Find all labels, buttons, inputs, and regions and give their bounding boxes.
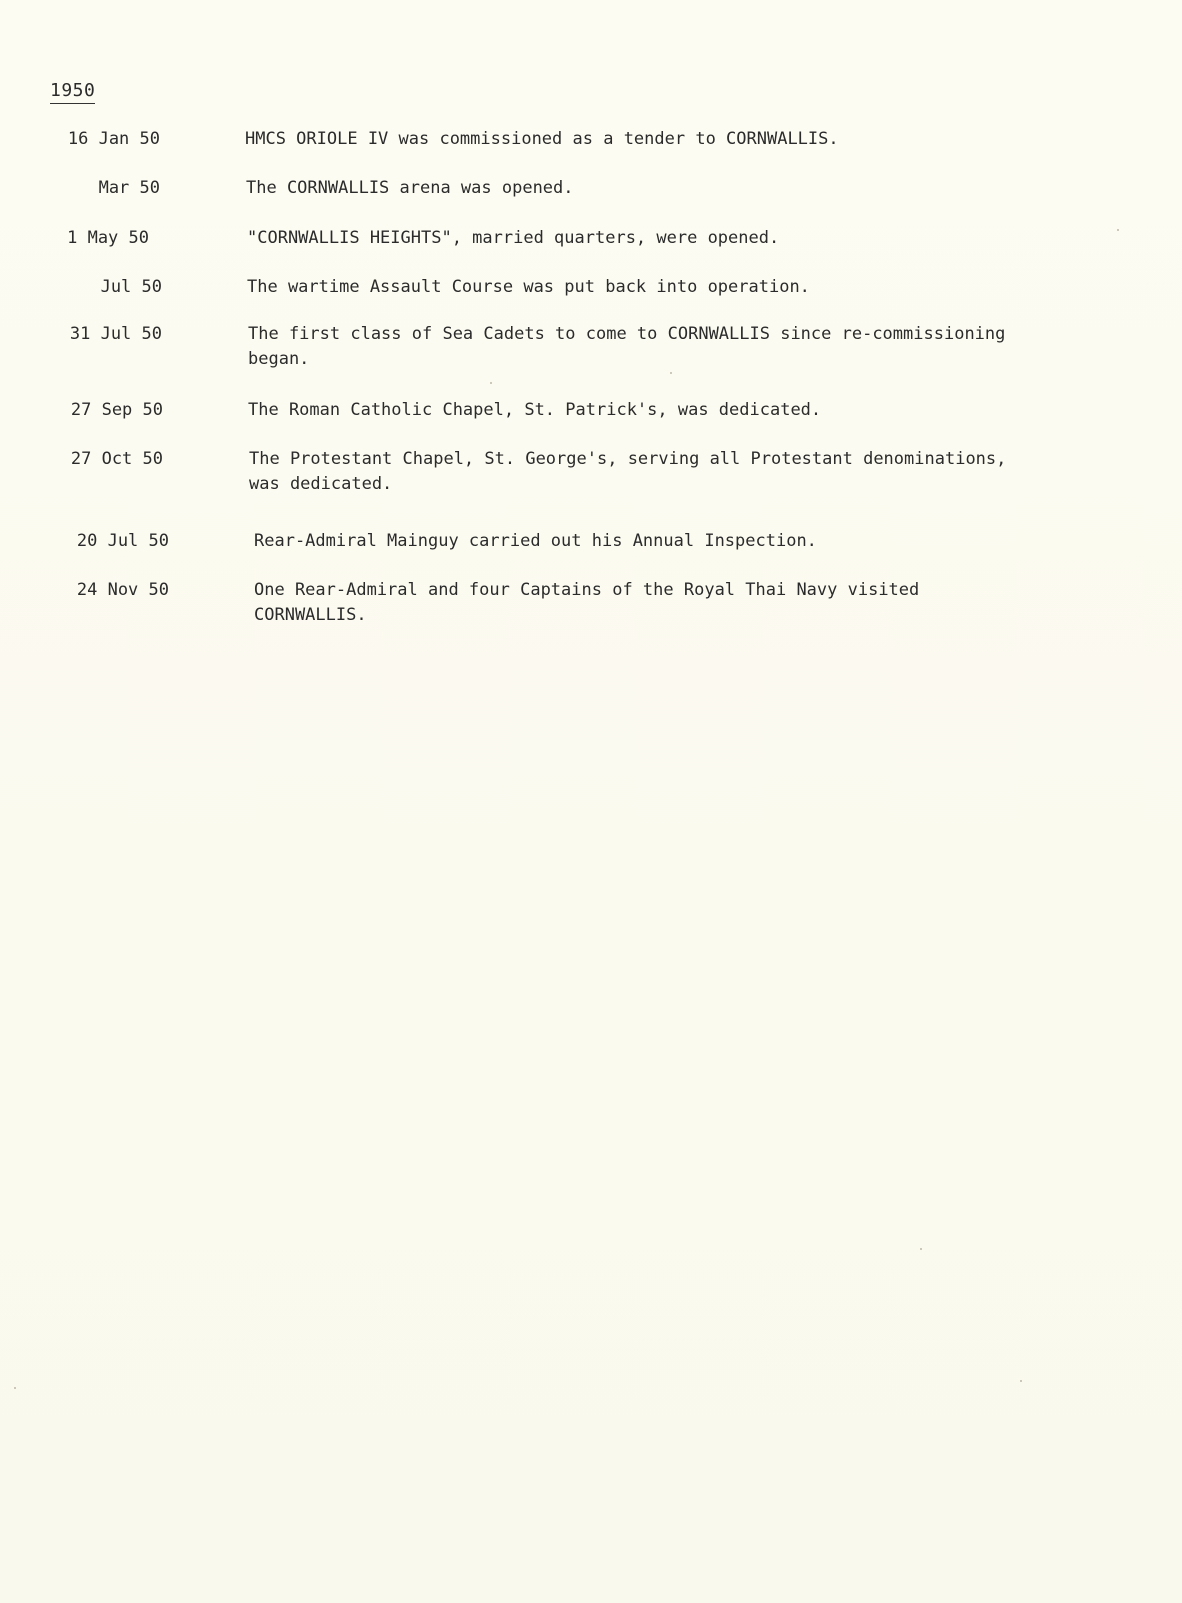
paper-speck xyxy=(920,1248,922,1250)
entry-date: 27 Oct 50 xyxy=(70,449,163,469)
year-heading: 1950 xyxy=(50,80,95,104)
entry-text: One Rear-Admiral and four Captains of the Royal Thai Navy visited CORNWALLIS. xyxy=(254,580,920,625)
entry-text: The CORNWALLIS arena was opened. xyxy=(246,178,574,198)
entry-date: 24 Nov 50 xyxy=(76,580,169,600)
entry-date: 20 Jul 50 xyxy=(76,531,169,551)
entry-date: Jul 50 xyxy=(100,277,162,297)
entry-text: Rear-Admiral Mainguy carried out his Annual Inspection. xyxy=(254,531,817,551)
paper-speck xyxy=(490,382,492,384)
entry-date: Mar 50 xyxy=(98,178,160,198)
entry-date: 27 Sep 50 xyxy=(70,400,163,420)
entry-text: HMCS ORIOLE IV was commissioned as a tender to CORNWALLIS. xyxy=(245,129,839,149)
paper-speck xyxy=(670,372,672,374)
entry-date: 16 Jan 50 xyxy=(67,129,160,149)
entry-text: The first class of Sea Cadets to come to CORNWALLIS since re-commissioning began. xyxy=(248,324,1006,369)
entry-text: The wartime Assault Course was put back into operation. xyxy=(247,277,810,297)
entry-text: The Roman Catholic Chapel, St. Patrick's, was dedicated. xyxy=(248,400,822,420)
entry-date: 1 May 50 xyxy=(67,228,149,248)
entry-date: 31 Jul 50 xyxy=(69,324,162,344)
paper-speck xyxy=(14,1387,16,1389)
paper-speck xyxy=(1117,229,1119,231)
entry-text: "CORNWALLIS HEIGHTS", married quarters, were opened. xyxy=(247,228,780,248)
entry-text: The Protestant Chapel, St. George's, serving all Protestant denominations, was dedicated. xyxy=(249,449,1007,494)
paper-speck xyxy=(1020,1380,1022,1382)
